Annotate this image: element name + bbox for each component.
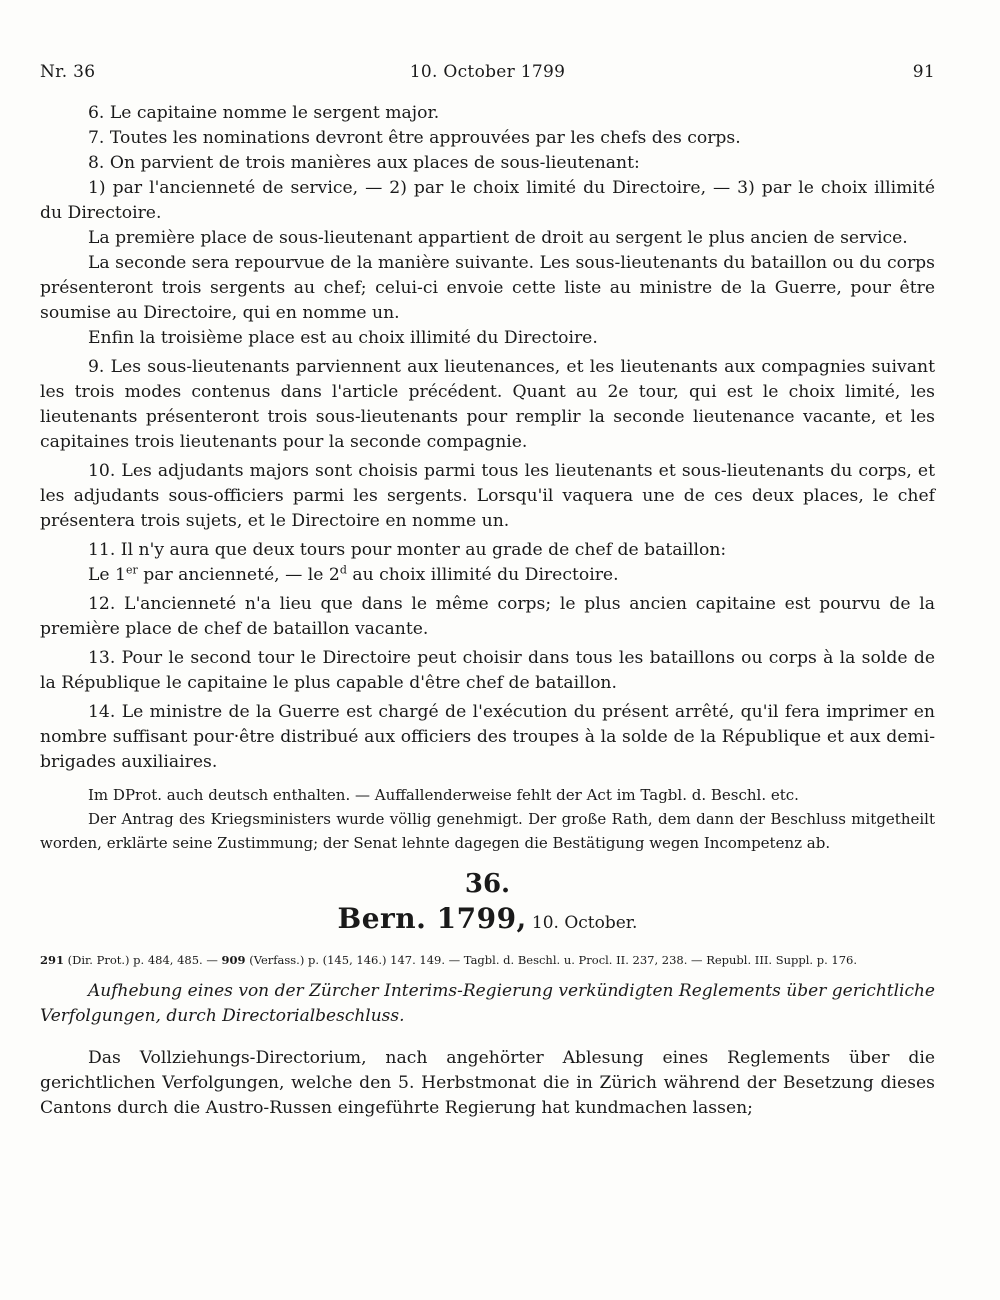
superscript-d: d (339, 563, 347, 577)
document-intro: Das Vollziehungs-Directorium, nach angehörter Ablesung eines Reglements über die gerichtlichen Verfolgungen, welche den 5. Herbstmonat die in Zürich während der Besetzung dieses Cantons durch die Austro-Russen eingeführte Regierung hat kundmachen lassen; (40, 1048, 935, 1118)
paragraph-7: 7. Toutes les nominations devront être approuvées par les chefs des corps. (88, 128, 741, 148)
source-number-1: 291 (40, 953, 65, 967)
editorial-note-2: Der Antrag des Kriegsministers wurde völlig genehmigt. Der große Rath, dem dann der Beschluss mitgetheilt worden, erklärte seine Zustimmung; der Senat lehnte dagegen die Bestätigung wegen Incompetenz ab. (40, 810, 935, 852)
paragraph-13: 13. Pour le second tour le Directoire peut choisir dans tous les bataillons ou corps à la solde de la République le capitaine le plus capable d'être chef de bataillon. (40, 648, 935, 693)
editorial-note-1: Im DProt. auch deutsch enthalten. — Auffallenderweise fehlt der Act im Tagbl. d. Beschl. etc. (88, 786, 799, 804)
page-body (40, 101, 935, 1121)
source-text-2: (Verfass.) p. (145, 146.) 147. 149. — Tagbl. d. Beschl. u. Procl. II. 237, 238. — Republ. III. Suppl. p. 176. (245, 953, 857, 967)
tour-second: par ancienneté, — le 2 (137, 565, 340, 585)
document-title: Aufhebung eines von der Zürcher Interims-Regierung verkündigten Reglements über gerichtliche Verfolgungen, durch Directorialbeschluss. (40, 981, 935, 1026)
superscript-er: er (125, 563, 138, 577)
page-header (40, 62, 935, 86)
paragraph-14: 14. Le ministre de la Guerre est chargé de l'exécution du présent arrêté, qu'il fera imprimer en nombre suffisant pour·être distribué aux officiers des troupes à la solde de la République et aux demi-brigades auxiliaires. (40, 702, 935, 772)
paragraph-11-tours (40, 563, 935, 588)
paragraph-8-first: La première place de sous-lieutenant appartient de droit au sergent le plus ancien de service. (88, 228, 908, 248)
page-number: 91 (912, 62, 935, 82)
paragraph-6: 6. Le capitaine nomme le sergent major. (88, 103, 440, 123)
source-number-2: 909 (221, 953, 246, 967)
paragraph-10: 10. Les adjudants majors sont choisis parmi tous les lieutenants et sous-lieutenants du corps, et les adjudants sous-officiers parmi les sergents. Lorsqu'il vaquera une de ces deux places, le chef présentera trois sujets, et le Directoire en nomme un. (40, 461, 935, 531)
source-references (40, 951, 935, 969)
paragraph-8-second: La seconde sera repourvue de la manière suivante. Les sous-lieutenants du bataillon ou du corps présenteront trois sergents au chef; celui-ci envoie cette liste au ministre de la Guerre, pour être soumise au Directoire, qui en nomme un. (40, 253, 935, 323)
document-place-date (40, 901, 935, 941)
paragraph-9: 9. Les sous-lieutenants parviennent aux lieutenances, et les lieutenants aux compagnies suivant les trois modes contenus dans l'article précédent. Quant au 2e tour, qui est le choix limité, les lieutenants présenteront trois sous-lieutenants pour remplir la seconde lieutenance vacante, et les capitaines trois lieutenants pour la seconde compagnie. (40, 357, 935, 452)
document-place-year: Bern. 1799, (337, 902, 527, 935)
paragraph-12: 12. L'ancienneté n'a lieu que dans le même corps; le plus ancien capitaine est pourvu de la première place de chef de bataillon vacante. (40, 594, 935, 639)
document-number: 36. (464, 869, 511, 899)
paragraph-8: 8. On parvient de trois manières aux places de sous-lieutenant: (88, 153, 640, 173)
paragraph-11: 11. Il n'y aura que deux tours pour monter au grade de chef de bataillon: (88, 540, 727, 560)
source-text-1: (Dir. Prot.) p. 484, 485. — (64, 953, 222, 967)
header-number: Nr. 36 (40, 62, 96, 82)
paragraph-8-third: Enfin la troisième place est au choix illimité du Directoire. (88, 328, 598, 348)
tour-first: Le 1 (88, 565, 126, 585)
tour-second-rest: au choix illimité du Directoire. (346, 565, 619, 585)
document-date: 10. October. (531, 913, 638, 933)
paragraph-8-modes: 1) par l'ancienneté de service, — 2) par le choix limité du Directoire, — 3) par le choix illimité du Directoire. (40, 178, 935, 223)
header-date: 10. October 1799 (409, 62, 566, 82)
